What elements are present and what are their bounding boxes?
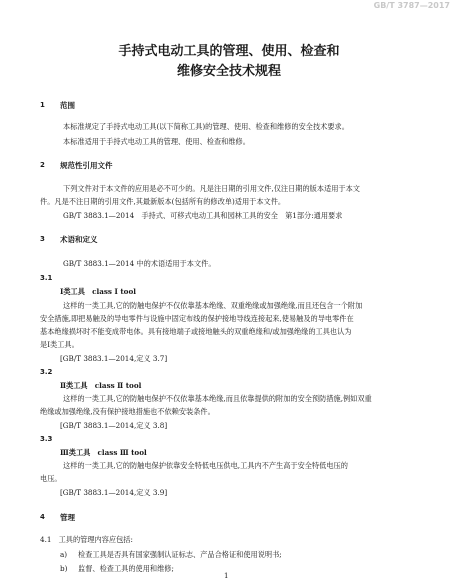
section-4-heading: 管理 bbox=[60, 513, 75, 522]
term-3-3-number: 3.3 bbox=[40, 435, 53, 443]
term-3-1-line-2: 安全措施,即把易触及的导电零件与设施中固定布线的保护接地导线连接起来,使易触及的导电零件在 bbox=[40, 314, 354, 323]
normative-reference: GB/T 3883.1—2014 手持式、可移式电动工具和园林工具的安全 第1部分:通用要求 bbox=[63, 211, 343, 220]
term-3-1-line-1: 这样的一类工具,它的防触电保护不仅依靠基本绝缘、双重绝缘或加强绝缘,而且还包含一个附加 bbox=[63, 301, 363, 310]
standard-number: GB/T 3787—2017 bbox=[373, 1, 450, 10]
clause-4-1: 4.1 工具的管理内容应包括: bbox=[40, 535, 133, 544]
term-3-1-line-3: 基本绝缘损坏时不能变成带电体。具有接地端子或接地触头的双重绝缘和/或加强绝缘的工具也认为 bbox=[40, 327, 352, 336]
term-3-3-source: [GB/T 3883.1—2014,定义 3.9] bbox=[60, 488, 168, 497]
section-1-number: 1 bbox=[40, 101, 45, 109]
term-3-1-number: 3.1 bbox=[40, 274, 53, 282]
term-3-2-line-1: 这样的一类工具,它的防触电保护不仅依靠基本绝缘,而且依靠提供的附加的安全预防措施,例如双重 bbox=[63, 394, 372, 403]
section-3-heading: 术语和定义 bbox=[60, 235, 98, 244]
term-3-2-source: [GB/T 3883.1—2014,定义 3.8] bbox=[60, 421, 168, 430]
section-1-heading: 范围 bbox=[60, 101, 75, 110]
section-4-number: 4 bbox=[40, 513, 45, 521]
term-3-1-line-4: 是Ⅰ类工具。 bbox=[40, 340, 79, 349]
item-a-label: a) bbox=[60, 550, 68, 559]
section-1-para-2: 本标准适用于手持式电动工具的管理、使用、检查和维修。 bbox=[63, 137, 250, 146]
section-3-number: 3 bbox=[40, 235, 45, 243]
document-title-line2: 维修安全技术规程 bbox=[176, 64, 281, 79]
section-2-para-line-2: 件。凡是不注日期的引用文件,其最新版本(包括所有的修改单)适用于本文件。 bbox=[40, 197, 286, 206]
term-3-2-number: 3.2 bbox=[40, 368, 53, 376]
term-3-2-title: Ⅱ类工具 class Ⅱ tool bbox=[60, 381, 142, 390]
section-3-intro: GB/T 3883.1—2014 中的术语适用于本文件。 bbox=[63, 259, 216, 268]
term-3-2-line-2: 绝缘或加强绝缘,没有保护接地措施也不依赖安装条件。 bbox=[40, 407, 215, 416]
section-2-para-line-1: 下列文件对于本文件的应用是必不可少的。凡是注日期的引用文件,仅注日期的版本适用于本文 bbox=[63, 184, 360, 193]
section-2-heading: 规范性引用文件 bbox=[60, 161, 113, 170]
term-3-1-source: [GB/T 3883.1—2014,定义 3.7] bbox=[60, 354, 168, 363]
term-3-3-line-1: 这样的一类工具,它的防触电保护依靠安全特低电压供电,工具内不产生高于安全特低电压的 bbox=[63, 461, 348, 470]
item-a-text: 检查工具是否具有国家强制认证标志、产品合格证和使用说明书; bbox=[78, 550, 282, 559]
term-3-3-title: Ⅲ类工具 class Ⅲ tool bbox=[60, 448, 147, 457]
section-1-para-1: 本标准规定了手持式电动工具(以下简称工具)的管理、使用、检查和维修的安全技术要求。 bbox=[63, 122, 349, 131]
term-3-3-line-2: 电压。 bbox=[40, 474, 62, 483]
page-number: 1 bbox=[224, 572, 229, 580]
section-2-number: 2 bbox=[40, 161, 45, 169]
item-b-label: b) bbox=[60, 564, 68, 573]
document-title-line1: 手持式电动工具的管理、使用、检查和 bbox=[118, 44, 340, 59]
term-3-1-title: Ⅰ类工具 class Ⅰ tool bbox=[60, 287, 136, 296]
item-b-text: 监督、检查工具的使用和维修; bbox=[78, 564, 174, 573]
